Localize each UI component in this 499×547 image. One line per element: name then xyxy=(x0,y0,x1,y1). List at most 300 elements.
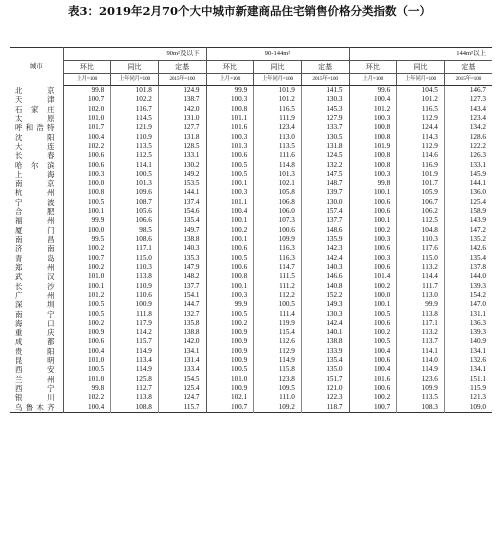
table-row xyxy=(10,235,492,244)
value-cell: 118.7 xyxy=(301,403,349,413)
value-cell: 135.4 xyxy=(444,254,492,263)
value-cell: 100.5 xyxy=(206,365,254,374)
group-header-small: 90m²及以下 xyxy=(63,48,206,61)
value-cell: 154.1 xyxy=(158,291,206,300)
value-cell: 102.1 xyxy=(206,393,254,402)
value-cell: 115.0 xyxy=(111,254,159,263)
value-cell: 114.1 xyxy=(111,161,159,170)
table-row xyxy=(10,375,492,384)
table-row xyxy=(10,365,492,374)
value-cell: 100.2 xyxy=(349,328,397,337)
value-cell: 110.9 xyxy=(111,133,159,142)
value-cell: 100.5 xyxy=(63,198,111,207)
value-cell: 144.1 xyxy=(158,188,206,197)
value-cell: 124.7 xyxy=(158,393,206,402)
value-cell: 142.0 xyxy=(158,105,206,114)
value-cell: 105.6 xyxy=(111,207,159,216)
table-row xyxy=(10,384,492,393)
value-cell: 143.4 xyxy=(444,105,492,114)
city-cell: 西宁 xyxy=(10,384,63,393)
price-index-table xyxy=(10,47,492,413)
value-cell: 113.2 xyxy=(397,328,445,337)
value-cell: 113.2 xyxy=(397,263,445,272)
table-row xyxy=(10,300,492,309)
value-cell: 119.9 xyxy=(254,319,302,328)
value-cell: 100.5 xyxy=(111,170,159,179)
value-cell: 100.4 xyxy=(349,365,397,374)
value-cell: 147.5 xyxy=(301,170,349,179)
value-cell: 108.3 xyxy=(397,403,445,413)
value-cell: 137.7 xyxy=(301,216,349,225)
value-cell: 114.9 xyxy=(397,365,445,374)
value-cell: 100.9 xyxy=(206,328,254,337)
value-cell: 110.6 xyxy=(111,291,159,300)
value-cell: 100.1 xyxy=(206,235,254,244)
city-cell: 上海 xyxy=(10,170,63,179)
value-cell: 108.8 xyxy=(111,403,159,413)
value-cell: 109.9 xyxy=(397,384,445,393)
value-cell: 115.0 xyxy=(397,254,445,263)
value-cell: 117.9 xyxy=(111,319,159,328)
value-cell: 148.6 xyxy=(301,226,349,235)
value-cell: 100.1 xyxy=(63,282,111,291)
value-cell: 109.6 xyxy=(111,188,159,197)
value-cell: 100.5 xyxy=(206,170,254,179)
subheader-row xyxy=(10,61,492,74)
table-row xyxy=(10,310,492,319)
value-cell: 149.7 xyxy=(158,226,206,235)
value-cell: 99.8 xyxy=(349,179,397,188)
base-cell: 上月=100 xyxy=(206,74,254,86)
table-row xyxy=(10,86,492,96)
value-cell: 100.6 xyxy=(349,356,397,365)
value-cell: 113.8 xyxy=(111,393,159,402)
value-cell: 121.3 xyxy=(444,393,492,402)
value-cell: 113.7 xyxy=(397,337,445,346)
table-row xyxy=(10,328,492,337)
value-cell: 100.4 xyxy=(206,207,254,216)
value-cell: 100.4 xyxy=(349,347,397,356)
value-cell: 113.0 xyxy=(254,133,302,142)
value-cell: 101.9 xyxy=(349,142,397,151)
value-cell: 110.3 xyxy=(397,235,445,244)
value-cell: 100.6 xyxy=(349,207,397,216)
value-cell: 144.7 xyxy=(158,300,206,309)
table-row xyxy=(10,151,492,160)
value-cell: 113.8 xyxy=(111,272,159,281)
value-cell: 100.3 xyxy=(349,170,397,179)
value-cell: 100.6 xyxy=(206,244,254,253)
value-cell: 99.9 xyxy=(206,86,254,96)
value-cell: 100.6 xyxy=(349,263,397,272)
table-row xyxy=(10,282,492,291)
subheader-cell: 环比 xyxy=(206,61,254,74)
city-cell: 福州 xyxy=(10,216,63,225)
value-cell: 135.3 xyxy=(158,254,206,263)
value-cell: 100.6 xyxy=(63,151,111,160)
value-cell: 100.6 xyxy=(349,198,397,207)
value-cell: 100.2 xyxy=(206,226,254,235)
value-cell: 98.5 xyxy=(111,226,159,235)
value-cell: 116.3 xyxy=(254,254,302,263)
value-cell: 112.9 xyxy=(397,114,445,123)
table-row xyxy=(10,161,492,170)
value-cell: 141.5 xyxy=(301,86,349,96)
value-cell: 100.5 xyxy=(63,365,111,374)
table-row xyxy=(10,244,492,253)
value-cell: 140.3 xyxy=(301,263,349,272)
value-cell: 111.4 xyxy=(254,310,302,319)
value-cell: 100.1 xyxy=(349,216,397,225)
value-cell: 101.0 xyxy=(63,272,111,281)
value-cell: 100.3 xyxy=(206,95,254,104)
table-row xyxy=(10,216,492,225)
city-cell: 青岛 xyxy=(10,254,63,263)
value-cell: 131.1 xyxy=(444,310,492,319)
city-cell: 广州 xyxy=(10,291,63,300)
table-row xyxy=(10,198,492,207)
table-header xyxy=(10,48,492,86)
value-cell: 149.2 xyxy=(158,170,206,179)
value-cell: 127.7 xyxy=(158,123,206,132)
value-cell: 153.5 xyxy=(158,179,206,188)
value-cell: 138.8 xyxy=(301,337,349,346)
value-cell: 99.9 xyxy=(63,216,111,225)
city-cell: 贵阳 xyxy=(10,347,63,356)
value-cell: 101.3 xyxy=(254,170,302,179)
value-cell: 100.8 xyxy=(349,151,397,160)
value-cell: 124.5 xyxy=(301,151,349,160)
value-cell: 101.0 xyxy=(206,375,254,384)
value-cell: 144.0 xyxy=(444,272,492,281)
value-cell: 113.8 xyxy=(397,310,445,319)
table-row xyxy=(10,272,492,281)
value-cell: 100.2 xyxy=(349,282,397,291)
base-cell: 上年同月=100 xyxy=(254,74,302,86)
city-cell: 郑州 xyxy=(10,263,63,272)
value-cell: 133.7 xyxy=(301,123,349,132)
value-cell: 100.8 xyxy=(206,272,254,281)
value-cell: 112.6 xyxy=(254,337,302,346)
city-cell: 长沙 xyxy=(10,282,63,291)
value-cell: 100.1 xyxy=(349,188,397,197)
value-cell: 100.2 xyxy=(349,226,397,235)
value-cell: 130.5 xyxy=(301,133,349,142)
value-cell: 100.9 xyxy=(206,337,254,346)
value-cell: 152.2 xyxy=(301,291,349,300)
value-cell: 139.3 xyxy=(444,282,492,291)
value-cell: 100.7 xyxy=(206,403,254,413)
value-cell: 114.9 xyxy=(111,347,159,356)
value-cell: 100.0 xyxy=(63,226,111,235)
value-cell: 154.2 xyxy=(444,291,492,300)
value-cell: 104.5 xyxy=(397,86,445,96)
value-cell: 117.1 xyxy=(397,319,445,328)
value-cell: 126.3 xyxy=(444,151,492,160)
value-cell: 100.9 xyxy=(111,300,159,309)
value-cell: 113.5 xyxy=(111,142,159,151)
value-cell: 111.6 xyxy=(254,151,302,160)
value-cell: 137.8 xyxy=(444,263,492,272)
value-cell: 101.7 xyxy=(397,179,445,188)
value-cell: 138.8 xyxy=(158,328,206,337)
value-cell: 111.8 xyxy=(111,310,159,319)
city-cell: 合肥 xyxy=(10,207,63,216)
value-cell: 137.7 xyxy=(158,282,206,291)
value-cell: 99.6 xyxy=(349,86,397,96)
base-row xyxy=(10,74,492,86)
table-row xyxy=(10,356,492,365)
value-cell: 121.9 xyxy=(111,123,159,132)
value-cell: 100.4 xyxy=(63,403,111,413)
city-cell: 沈阳 xyxy=(10,133,63,142)
city-cell: 长春 xyxy=(10,151,63,160)
value-cell: 107.3 xyxy=(254,216,302,225)
value-cell: 101.0 xyxy=(63,114,111,123)
city-cell: 太原 xyxy=(10,114,63,123)
value-cell: 101.6 xyxy=(349,375,397,384)
table-row xyxy=(10,291,492,300)
value-cell: 138.7 xyxy=(158,95,206,104)
city-cell: 大连 xyxy=(10,142,63,151)
value-cell: 114.4 xyxy=(397,272,445,281)
city-column-header: 城市 xyxy=(10,48,63,86)
table-row xyxy=(10,393,492,402)
value-cell: 111.2 xyxy=(254,282,302,291)
value-cell: 138.8 xyxy=(158,235,206,244)
value-cell: 151.1 xyxy=(444,375,492,384)
value-cell: 100.6 xyxy=(63,161,111,170)
value-cell: 100.6 xyxy=(63,337,111,346)
value-cell: 123.4 xyxy=(254,123,302,132)
table-row xyxy=(10,142,492,151)
value-cell: 142.4 xyxy=(301,254,349,263)
table-row xyxy=(10,188,492,197)
city-cell: 济南 xyxy=(10,244,63,253)
city-cell: 厦门 xyxy=(10,226,63,235)
value-cell: 101.2 xyxy=(254,95,302,104)
value-cell: 140.9 xyxy=(444,337,492,346)
table-row xyxy=(10,179,492,188)
table-row xyxy=(10,263,492,272)
value-cell: 100.8 xyxy=(206,105,254,114)
value-cell: 100.8 xyxy=(63,188,111,197)
value-cell: 134.1 xyxy=(158,347,206,356)
value-cell: 100.5 xyxy=(206,310,254,319)
subheader-cell: 同比 xyxy=(111,61,159,74)
value-cell: 100.6 xyxy=(206,151,254,160)
value-cell: 134.2 xyxy=(444,123,492,132)
value-cell: 128.6 xyxy=(444,133,492,142)
value-cell: 100.6 xyxy=(349,244,397,253)
city-cell: 北京 xyxy=(10,86,63,96)
value-cell: 116.9 xyxy=(397,161,445,170)
value-cell: 100.1 xyxy=(349,300,397,309)
value-cell: 101.8 xyxy=(111,86,159,96)
value-cell: 123.6 xyxy=(397,375,445,384)
value-cell: 101.9 xyxy=(397,170,445,179)
value-cell: 101.2 xyxy=(349,105,397,114)
table-row xyxy=(10,114,492,123)
value-cell: 100.1 xyxy=(63,207,111,216)
value-cell: 115.7 xyxy=(158,403,206,413)
city-cell: 银川 xyxy=(10,393,63,402)
value-cell: 114.7 xyxy=(254,263,302,272)
value-cell: 114.0 xyxy=(397,356,445,365)
value-cell: 100.2 xyxy=(349,393,397,402)
value-cell: 106.2 xyxy=(397,207,445,216)
city-cell: 西安 xyxy=(10,365,63,374)
value-cell: 130.3 xyxy=(301,95,349,104)
table-row xyxy=(10,403,492,413)
value-cell: 101.0 xyxy=(63,375,111,384)
value-cell: 131.4 xyxy=(158,356,206,365)
value-cell: 100.3 xyxy=(349,114,397,123)
value-cell: 131.8 xyxy=(301,142,349,151)
value-cell: 116.3 xyxy=(254,244,302,253)
value-cell: 109.5 xyxy=(254,384,302,393)
value-cell: 101.7 xyxy=(63,123,111,132)
value-cell: 131.8 xyxy=(158,133,206,142)
value-cell: 100.4 xyxy=(63,347,111,356)
value-cell: 146.7 xyxy=(444,86,492,96)
value-cell: 124.4 xyxy=(397,123,445,132)
value-cell: 106.8 xyxy=(254,198,302,207)
base-cell: 2015年=100 xyxy=(158,74,206,86)
value-cell: 100.4 xyxy=(63,133,111,142)
value-cell: 137.4 xyxy=(158,198,206,207)
value-cell: 135.9 xyxy=(301,235,349,244)
value-cell: 100.8 xyxy=(349,161,397,170)
value-cell: 100.2 xyxy=(63,319,111,328)
value-cell: 121.0 xyxy=(301,384,349,393)
value-cell: 117.1 xyxy=(111,244,159,253)
value-cell: 100.7 xyxy=(63,254,111,263)
value-cell: 130.3 xyxy=(301,310,349,319)
value-cell: 100.1 xyxy=(206,179,254,188)
value-cell: 133.1 xyxy=(444,161,492,170)
value-cell: 100.5 xyxy=(206,161,254,170)
value-cell: 130.0 xyxy=(301,198,349,207)
value-cell: 108.7 xyxy=(111,198,159,207)
city-cell: 南昌 xyxy=(10,235,63,244)
value-cell: 109.0 xyxy=(444,403,492,413)
value-cell: 147.0 xyxy=(444,300,492,309)
value-cell: 100.2 xyxy=(63,244,111,253)
value-cell: 136.3 xyxy=(444,319,492,328)
value-cell: 113.5 xyxy=(254,142,302,151)
value-cell: 125.8 xyxy=(111,375,159,384)
subheader-cell: 环比 xyxy=(63,61,111,74)
value-cell: 102.2 xyxy=(63,393,111,402)
city-cell: 南宁 xyxy=(10,310,63,319)
value-cell: 106.7 xyxy=(397,198,445,207)
table-title: 表3：2019年2月70个大中城市新建商品住宅销售价格分类指数（一） xyxy=(67,4,431,18)
value-cell: 154.6 xyxy=(158,207,206,216)
value-cell: 100.1 xyxy=(206,282,254,291)
group-header-medium: 90-144m² xyxy=(206,48,349,61)
value-cell: 113.0 xyxy=(397,291,445,300)
value-cell: 99.8 xyxy=(63,384,111,393)
value-cell: 134.1 xyxy=(444,365,492,374)
value-cell: 100.5 xyxy=(63,310,111,319)
value-cell: 100.2 xyxy=(206,319,254,328)
table-row xyxy=(10,226,492,235)
city-cell: 天津 xyxy=(10,95,63,104)
table-row xyxy=(10,105,492,114)
value-cell: 111.7 xyxy=(397,282,445,291)
value-cell: 148.2 xyxy=(158,272,206,281)
value-cell: 145.3 xyxy=(301,105,349,114)
city-cell: 成都 xyxy=(10,337,63,346)
value-cell: 100.9 xyxy=(206,356,254,365)
value-cell: 106.0 xyxy=(254,207,302,216)
subheader-cell: 定基 xyxy=(301,61,349,74)
value-cell: 123.8 xyxy=(254,375,302,384)
value-cell: 157.4 xyxy=(301,207,349,216)
value-cell: 101.2 xyxy=(63,291,111,300)
value-cell: 133.1 xyxy=(158,151,206,160)
value-cell: 100.7 xyxy=(349,403,397,413)
value-cell: 142.6 xyxy=(444,244,492,253)
value-cell: 112.7 xyxy=(111,384,159,393)
value-cell: 100.6 xyxy=(349,319,397,328)
value-cell: 100.3 xyxy=(206,291,254,300)
value-cell: 122.2 xyxy=(444,142,492,151)
value-cell: 128.5 xyxy=(158,142,206,151)
subheader-cell: 定基 xyxy=(158,61,206,74)
value-cell: 125.4 xyxy=(444,198,492,207)
value-cell: 100.0 xyxy=(63,179,111,188)
value-cell: 104.8 xyxy=(397,226,445,235)
value-cell: 100.3 xyxy=(349,235,397,244)
value-cell: 100.8 xyxy=(349,123,397,132)
value-cell: 144.1 xyxy=(444,179,492,188)
value-cell: 135.2 xyxy=(444,235,492,244)
value-cell: 115.9 xyxy=(444,384,492,393)
value-cell: 100.3 xyxy=(63,170,111,179)
value-cell: 147.9 xyxy=(158,263,206,272)
value-cell: 101.1 xyxy=(206,198,254,207)
value-cell: 100.9 xyxy=(63,328,111,337)
value-cell: 106.6 xyxy=(111,216,159,225)
value-cell: 112.9 xyxy=(254,347,302,356)
value-cell: 123.4 xyxy=(444,114,492,123)
city-cell: 南京 xyxy=(10,179,63,188)
value-cell: 133.9 xyxy=(301,347,349,356)
city-cell: 武汉 xyxy=(10,272,63,281)
table-row xyxy=(10,123,492,132)
value-cell: 100.9 xyxy=(206,384,254,393)
value-cell: 132.2 xyxy=(301,161,349,170)
value-cell: 100.3 xyxy=(206,133,254,142)
value-cell: 139.3 xyxy=(444,328,492,337)
value-cell: 132.6 xyxy=(444,356,492,365)
value-cell: 108.6 xyxy=(111,235,159,244)
value-cell: 146.6 xyxy=(301,272,349,281)
value-cell: 100.5 xyxy=(349,337,397,346)
value-cell: 127.3 xyxy=(444,95,492,104)
value-cell: 114.9 xyxy=(254,356,302,365)
value-cell: 114.2 xyxy=(111,328,159,337)
value-cell: 100.9 xyxy=(206,347,254,356)
value-cell: 140.8 xyxy=(301,282,349,291)
value-cell: 148.7 xyxy=(301,179,349,188)
value-cell: 142.0 xyxy=(158,337,206,346)
value-cell: 102.2 xyxy=(63,142,111,151)
value-cell: 116.5 xyxy=(254,105,302,114)
value-cell: 110.9 xyxy=(111,282,159,291)
